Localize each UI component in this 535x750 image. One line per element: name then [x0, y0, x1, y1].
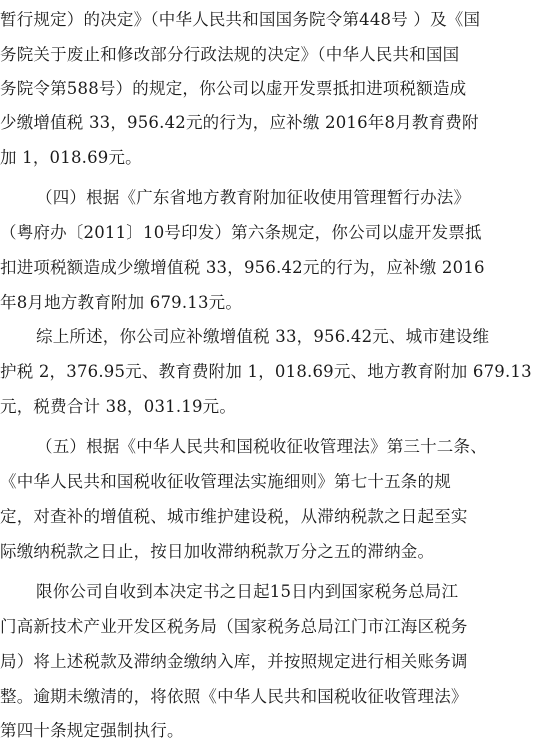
text-line: 务院令第588号）的规定，你公司以虚开发票抵扣进项税额造成: [0, 79, 467, 98]
text-line: 门高新技术产业开发区税务局（国家税务总局江门市江海区税务: [0, 617, 468, 636]
text-line: 局）将上述税款及滞纳金缴纳入库，并按照规定进行相关账务调: [0, 652, 468, 671]
text-line: （粤府办〔2011〕10号印发）第六条规定，你公司以虚开发票抵: [0, 223, 482, 242]
text-line: 《中华人民共和国税收征收管理法实施细则》第七十五条的规: [0, 472, 451, 491]
text-line: 加 1，018.69元。: [0, 148, 142, 167]
text-line: 第四十条规定强制执行。: [0, 721, 184, 740]
text-line: 元，税费合计 38，031.19元。: [0, 397, 237, 416]
deadline-paragraph-first-line: 限你公司自收到本决定书之日起15日内到国家税务总局江: [36, 582, 459, 601]
summary-first-line: 综上所述，你公司应补缴增值税 33，956.42元、城市建设维: [36, 327, 490, 346]
text-line: 整。逾期未缴清的，将依照《中华人民共和国税收征收管理法》: [0, 687, 468, 706]
text-line: 少缴增值税 33，956.42元的行为，应补缴 2016年8月教育费附: [0, 113, 479, 132]
text-line: 定，对查补的增值税、城市维护建设税，从滞纳税款之日起至实: [0, 507, 468, 526]
text-line: 扣进项税额造成少缴增值税 33，956.42元的行为，应补缴 2016: [0, 258, 485, 277]
text-line: 年8月地方教育附加 679.13元。: [0, 293, 243, 312]
paragraph-four-first-line: （四）根据《广东省地方教育附加征收使用管理暂行办法》: [36, 188, 471, 207]
text-line: 务院关于废止和修改部分行政法规的决定》（中华人民共和国国: [0, 45, 460, 64]
text-line: 际缴纳税款之日止，按日加收滞纳税款万分之五的滞纳金。: [0, 542, 435, 561]
text-line: 护税 2，376.95元、教育费附加 1，018.69元、地方教育附加 679.13: [0, 362, 532, 381]
paragraph-five-first-line: （五）根据《中华人民共和国税收征收管理法》第三十二条、: [36, 437, 487, 456]
text-line: 暂行规定）的决定》（中华人民共和国国务院令第448号 ）及《国: [0, 10, 481, 29]
